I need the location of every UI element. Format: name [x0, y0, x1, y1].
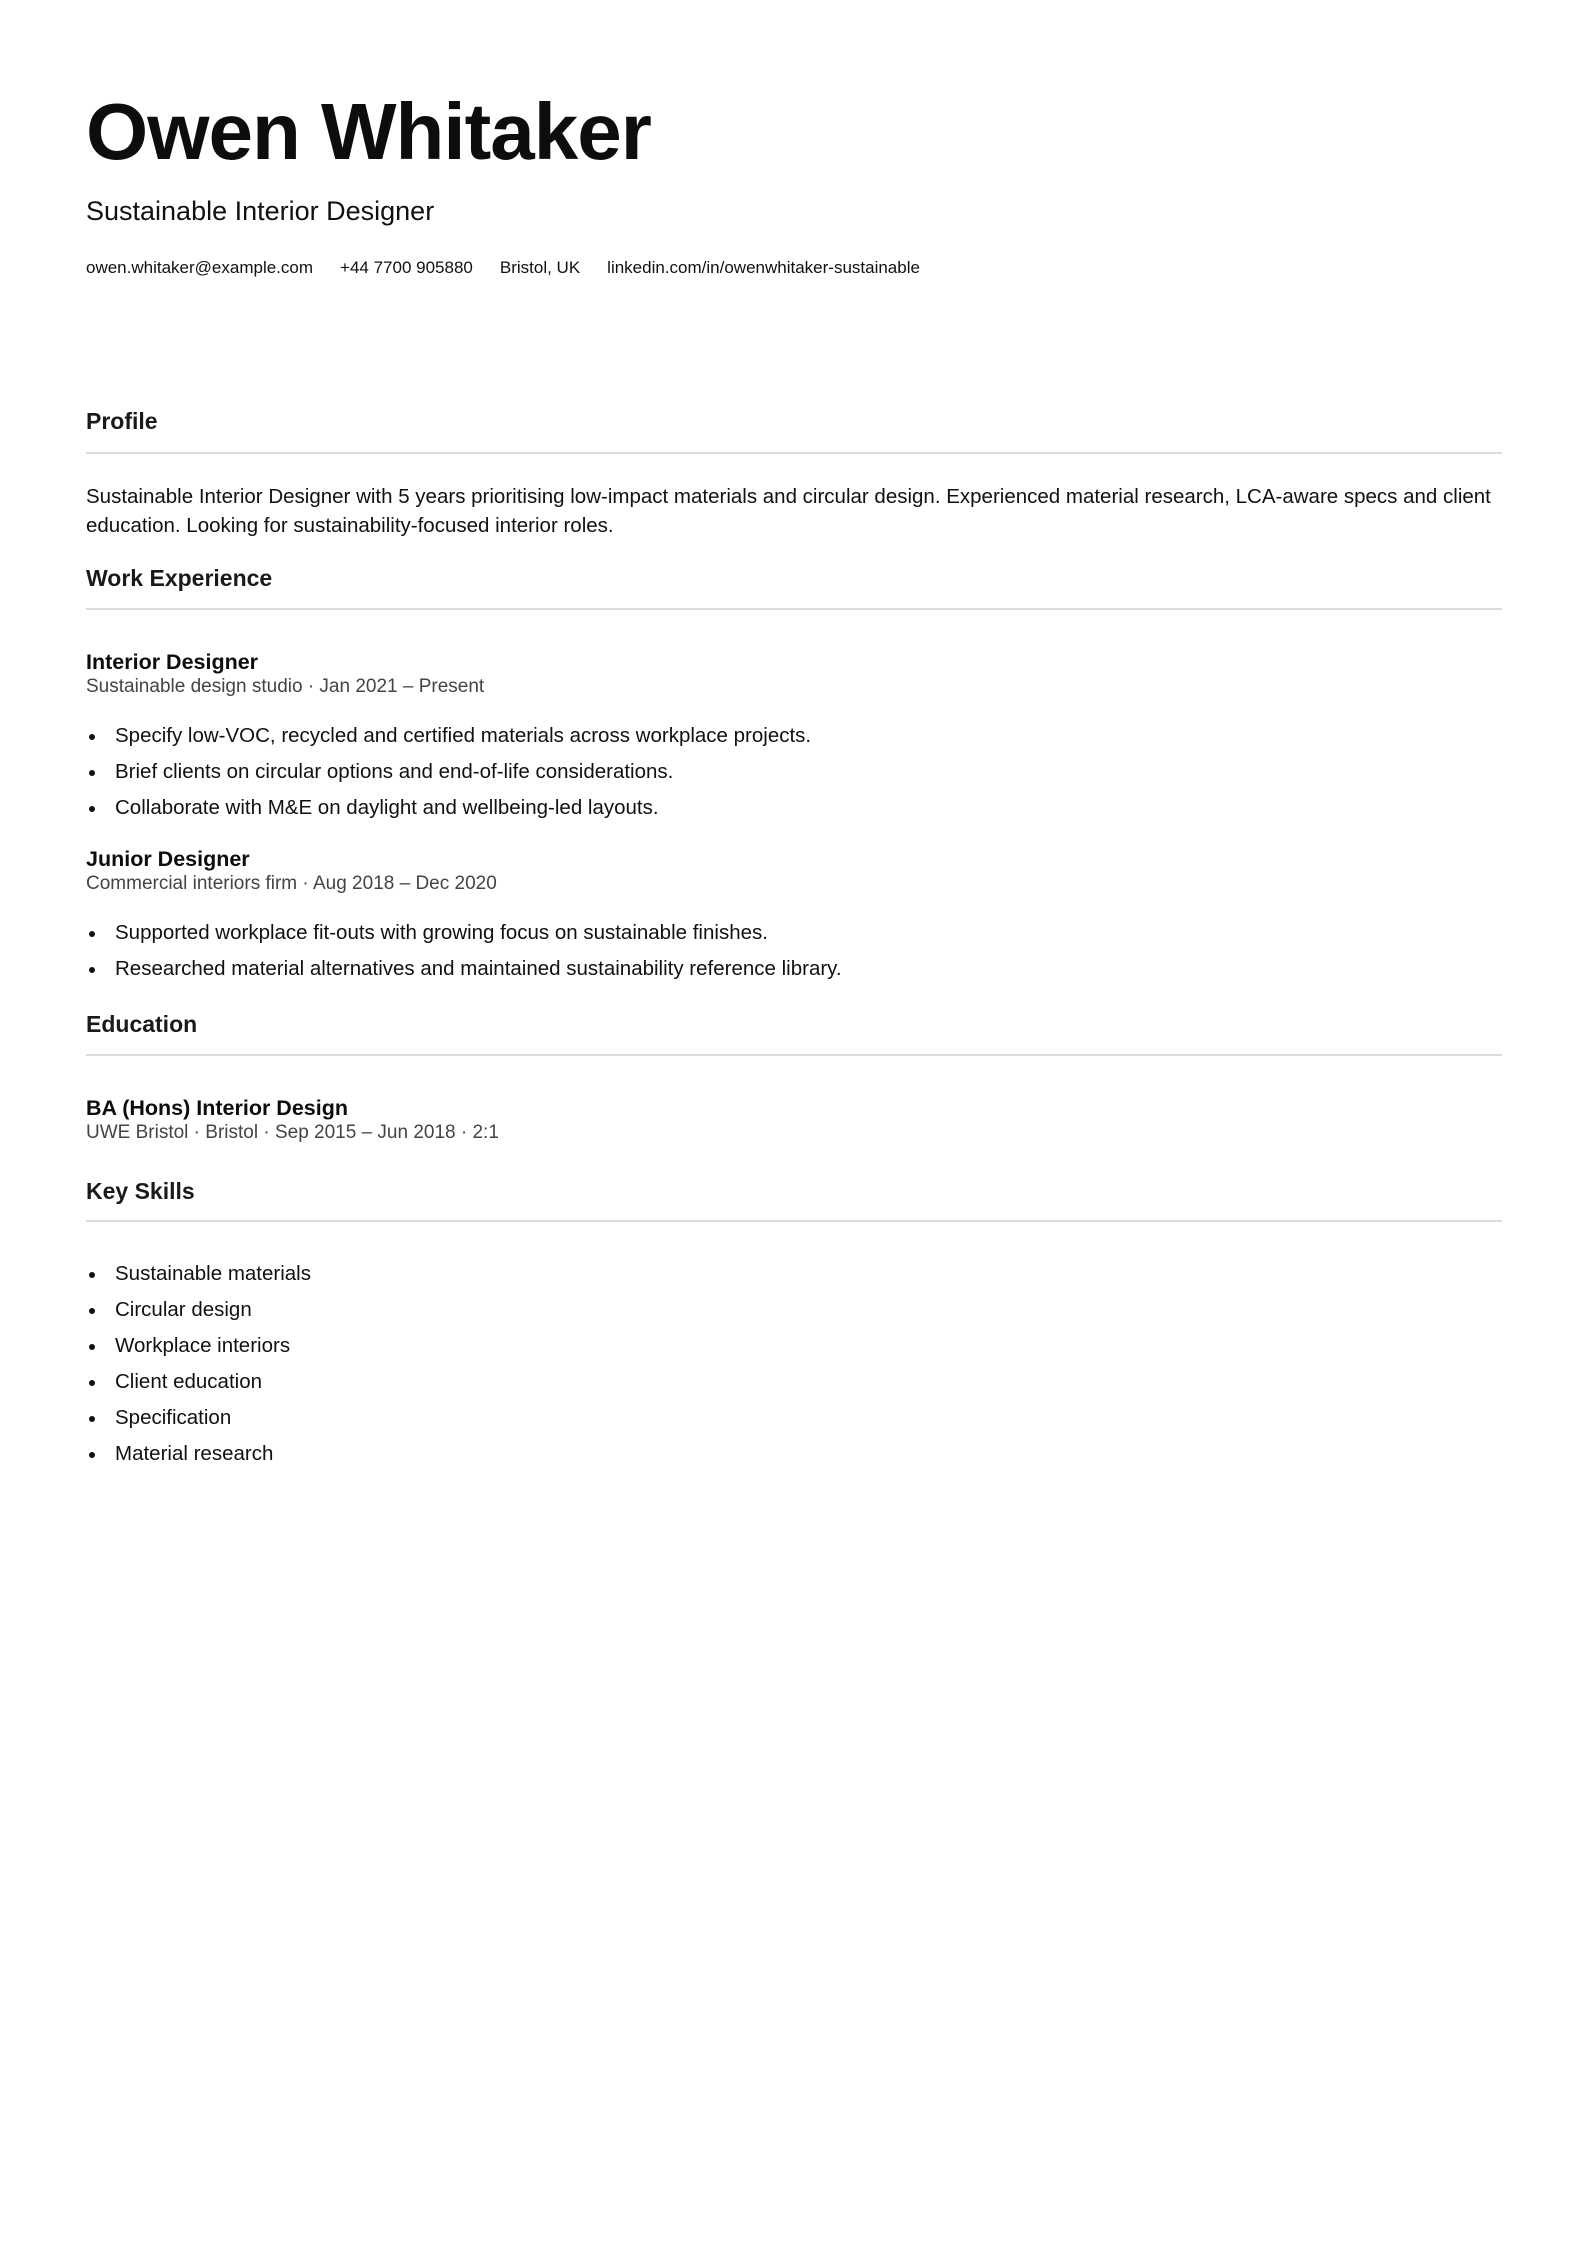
list-item: Client education: [86, 1364, 311, 1400]
section-title-education: Education: [86, 1011, 198, 1037]
list-item: Researched material alternatives and maintained sustainability reference library.: [86, 951, 842, 987]
section-divider: [86, 452, 1502, 454]
section-divider: [86, 1220, 1502, 1222]
job-bullets: [86, 915, 842, 987]
job-title: Junior Designer: [86, 847, 250, 871]
candidate-name: Owen Whitaker: [86, 87, 651, 176]
list-item: Sustainable materials: [86, 1256, 311, 1292]
contact-linkedin[interactable]: linkedin.com/in/owenwhitaker-sustainable: [607, 258, 920, 277]
contact-email[interactable]: owen.whitaker@example.com: [86, 258, 314, 277]
contact-line: [86, 258, 920, 278]
list-item: Specify low-VOC, recycled and certified materials across workplace projects.: [86, 718, 811, 754]
job-bullets: [86, 718, 811, 826]
contact-location: Bristol, UK: [499, 258, 581, 277]
section-title-skills: Key Skills: [86, 1178, 195, 1204]
skills-list: [86, 1256, 311, 1472]
section-divider: [86, 608, 1502, 610]
candidate-headline: Sustainable Interior Designer: [86, 196, 435, 226]
degree-title: BA (Hons) Interior Design: [86, 1096, 348, 1120]
contact-phone[interactable]: +44 7700 905880: [340, 258, 473, 277]
education-meta: UWE Bristol · Bristol · Sep 2015 – Jun 2018 · 2:1: [86, 1122, 499, 1143]
job-meta: Sustainable design studio · Jan 2021 – Present: [86, 676, 485, 697]
job-meta: Commercial interiors firm · Aug 2018 – Dec 2020: [86, 873, 497, 894]
list-item: Workplace interiors: [86, 1328, 311, 1364]
list-item: Specification: [86, 1400, 311, 1436]
list-item: Circular design: [86, 1292, 311, 1328]
profile-summary: Sustainable Interior Designer with 5 years prioritising low-impact materials and circular design. Experienced material research, LCA-aware specs and client education. Looking for sustainability-focused interior roles.: [86, 485, 1491, 537]
section-divider: [86, 1054, 1502, 1056]
list-item: Brief clients on circular options and end-of-life considerations.: [86, 754, 811, 790]
section-title-experience: Work Experience: [86, 565, 273, 591]
section-title-profile: Profile: [86, 408, 158, 434]
list-item: Material research: [86, 1436, 311, 1472]
list-item: Supported workplace fit-outs with growing focus on sustainable finishes.: [86, 915, 842, 951]
job-title: Interior Designer: [86, 650, 259, 674]
list-item: Collaborate with M&E on daylight and wellbeing-led layouts.: [86, 790, 811, 826]
